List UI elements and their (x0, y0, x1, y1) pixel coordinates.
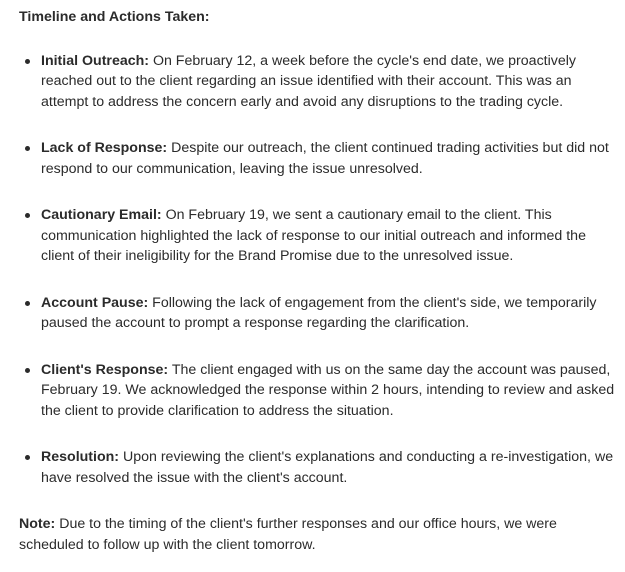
timeline-list (19, 51, 615, 489)
bullet-icon (25, 301, 30, 306)
item-text: Following the lack of engagement from the client's side, we temporarily paused the account to prompt a response regarding the clarification. (41, 294, 597, 331)
bullet-icon (25, 368, 30, 373)
bullet-icon (25, 59, 30, 64)
item-text: On February 19, we sent a cautionary email to the client. This communication highlighted the lack of response to our initial outreach and informed the client of their ineligibility for the Brand Promise due to the unresolved issue. (41, 207, 586, 264)
bullet-icon (25, 213, 30, 218)
item-text: Despite our outreach, the client continued trading activities but did not respond to our communication, leaving the issue unresolved. (41, 140, 609, 177)
item-text: Upon reviewing the client's explanations and conducting a re-investigation, we have resolved the issue with the client's account. (41, 449, 614, 486)
note-paragraph (19, 514, 615, 555)
list-item (19, 51, 615, 113)
item-term: Resolution: (41, 449, 120, 465)
list-item (19, 360, 615, 422)
list-item (19, 447, 615, 488)
list-item (19, 293, 615, 334)
list-item (19, 138, 615, 179)
bullet-icon (25, 455, 30, 460)
list-item (19, 205, 615, 267)
item-term: Client's Response: (41, 361, 169, 378)
item-term: Initial Outreach: (41, 52, 149, 69)
item-text: On February 12, a week before the cycle's end date, we proactively reached out to the client regarding an issue identified with their account. This was an attempt to address the concern early and avoid any disruptions to the trading cycle. (41, 52, 576, 110)
note-text: Due to the timing of the client's further responses and our office hours, we were scheduled to follow up with the client tomorrow. (19, 516, 557, 553)
item-term: Account Pause: (41, 294, 149, 311)
item-text: The client engaged with us on the same day the account was paused, February 19. We acknowledged the response within 2 hours, intending to review and asked the client to provide clarification to address the situation. (41, 361, 615, 419)
bullet-icon (25, 146, 30, 151)
note-term: Note: (19, 516, 56, 532)
item-term: Cautionary Email: (41, 207, 162, 223)
item-term: Lack of Response: (41, 140, 168, 156)
section-heading: Timeline and Actions Taken: (19, 9, 210, 25)
